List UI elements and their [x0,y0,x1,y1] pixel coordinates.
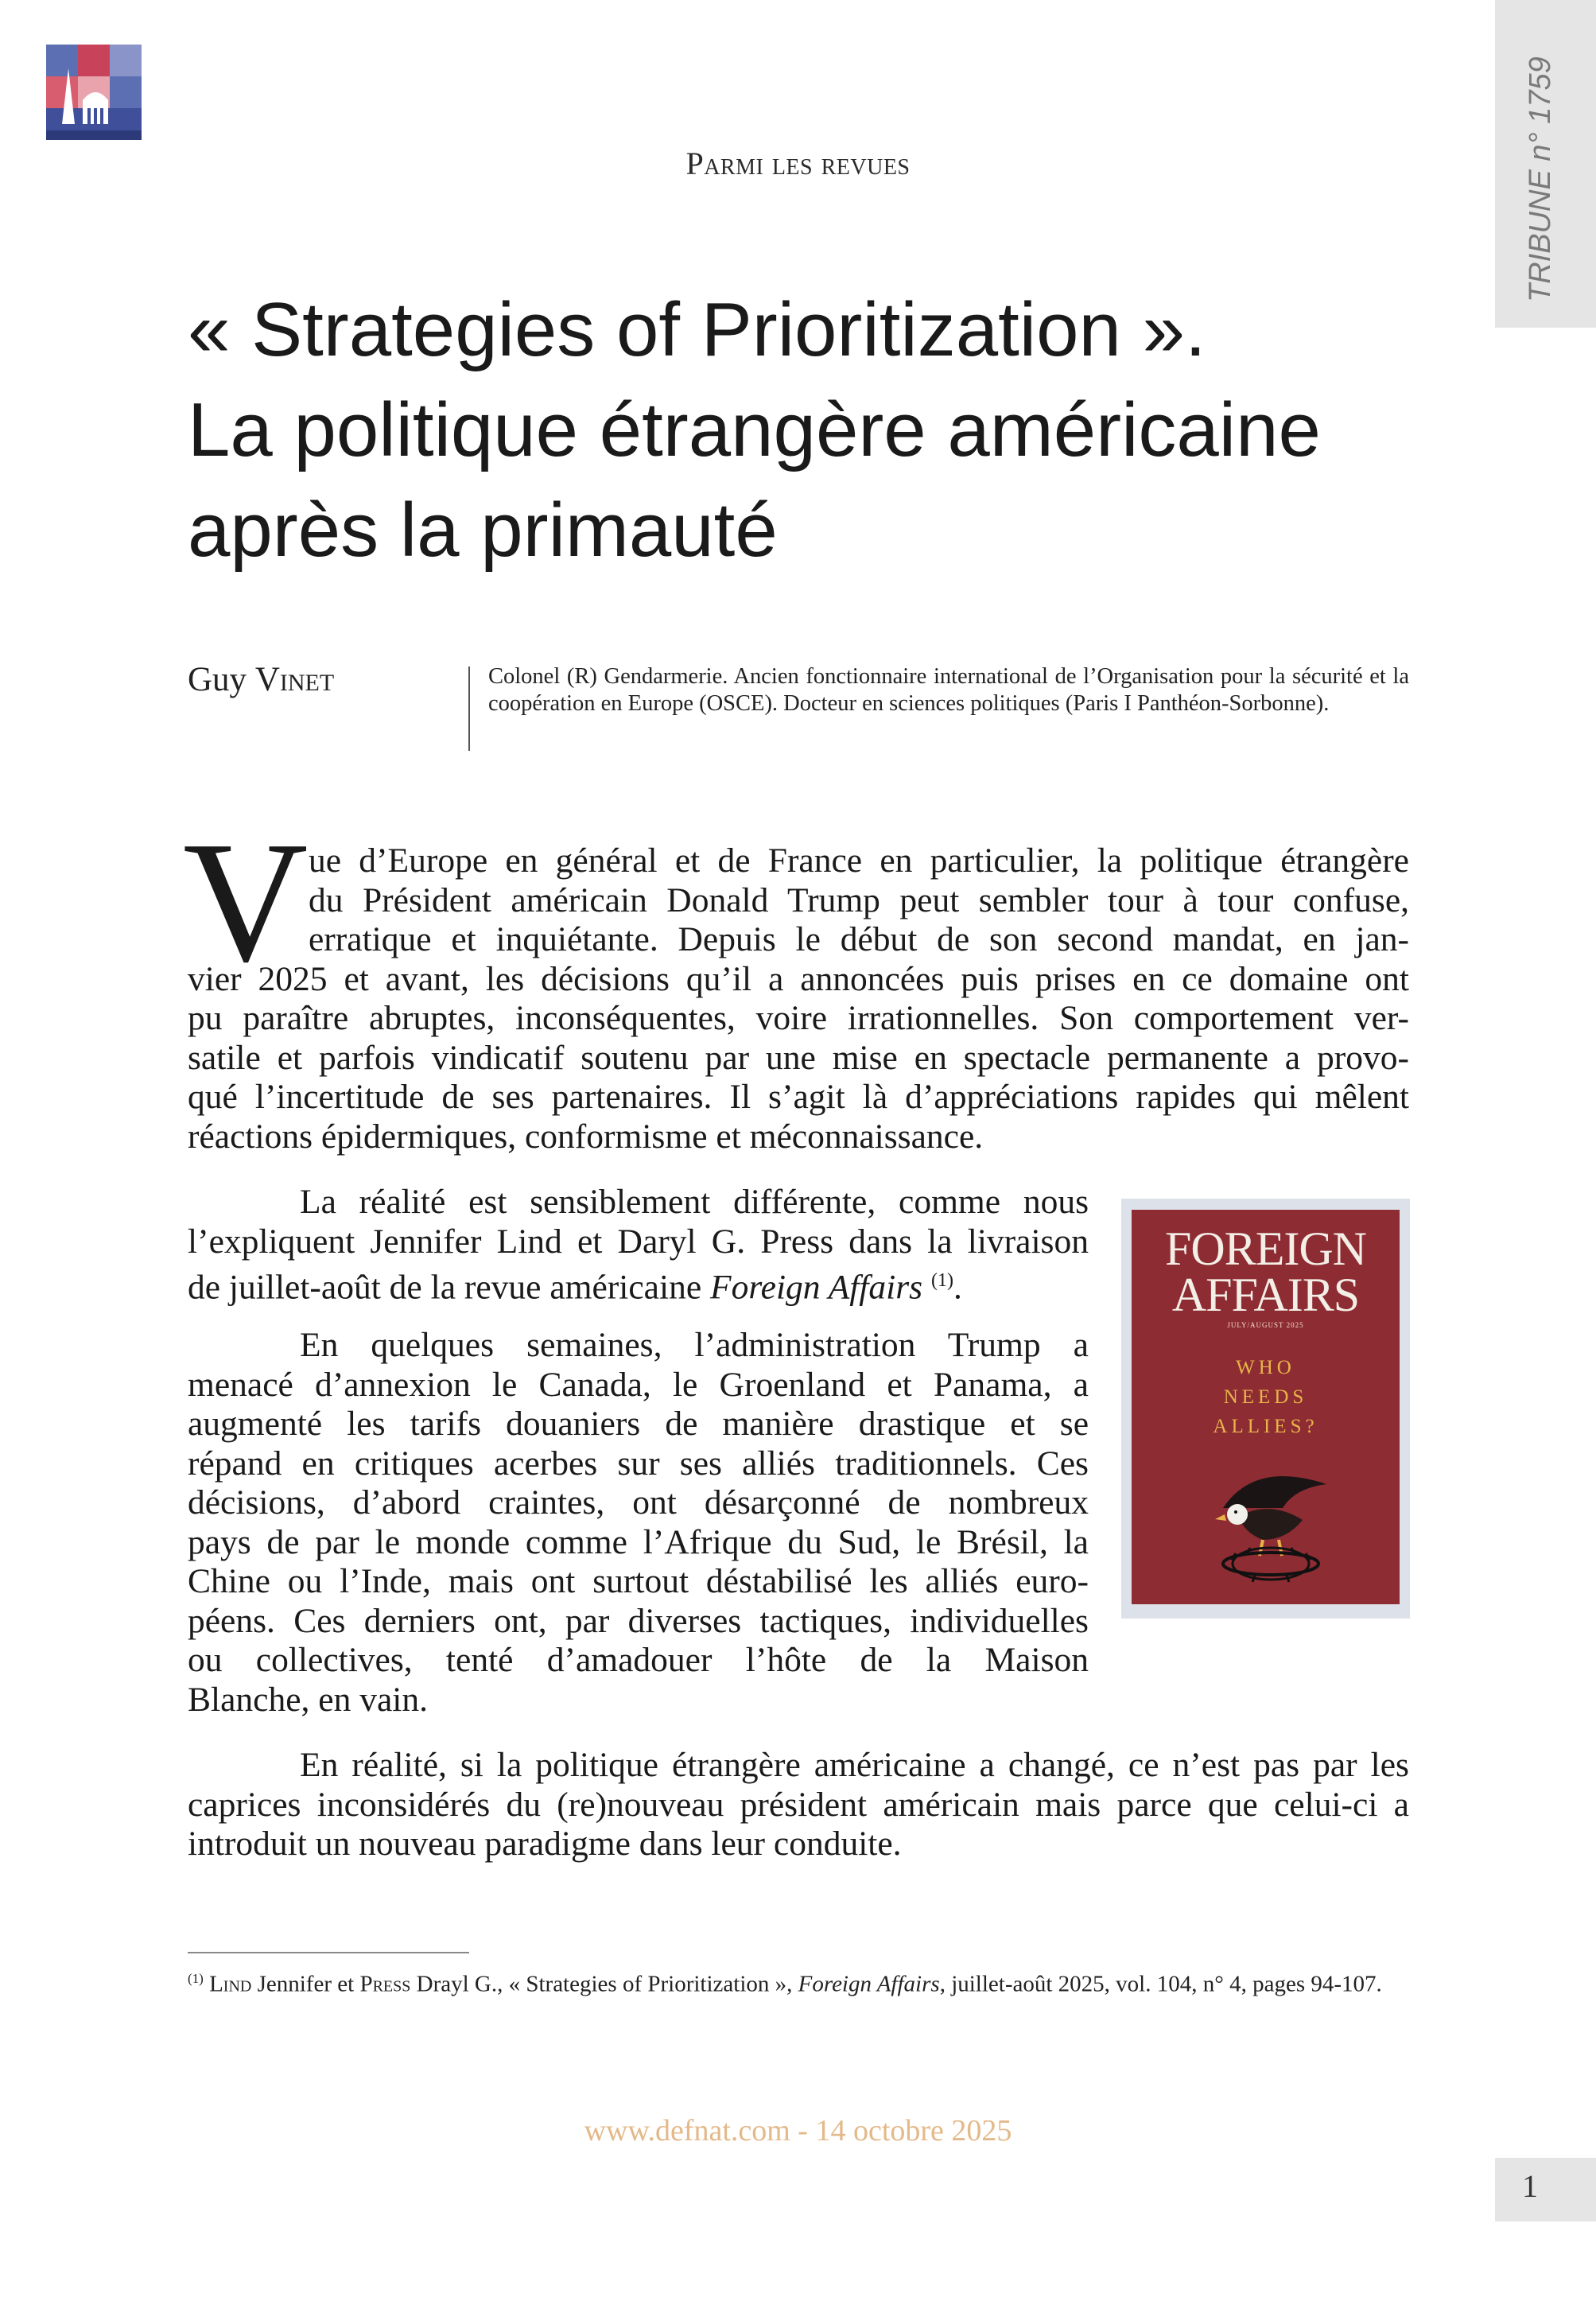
p3-line: ou collectives, tenté d’amadouer l’hôte de la Maison [188,1641,1089,1679]
eagle-barbed-wire-icon [1207,1452,1334,1588]
p3-line: En quelques semaines, l’administration Trump a [300,1326,1089,1364]
tribune-number: TRIBUNE n° 1759 [1524,56,1557,302]
paragraph-3 [188,1326,1089,1720]
p2-line: La réalité est sensiblement différente, comme nous [300,1183,1089,1221]
footnote-ref[interactable]: (1) [930,1270,953,1291]
p1-line: vier 2025 et avant, les décisions qu’il a annoncées puis prises en ce domaine ont [188,959,1409,998]
section-label: Parmi les revues [685,146,911,181]
title-line-1: « Strategies of Prioritization ». [188,287,1206,372]
p3-line: augmenté les tarifs douaniers de manière drastique et se [188,1405,1089,1443]
paragraph-1 [309,841,1409,960]
p1-line: qué l’incertitude de ses partenaires. Il s’agit là d’appréciations rapides qui mêlent [188,1078,1409,1116]
p3-line: répand en critiques acerbes sur ses alliés traditionnels. Ces [188,1444,1089,1483]
p1-line: du Président américain Donald Trump peut sembler tour à tour confuse, [309,880,1409,919]
p1-line: erratique et inquiétante. Depuis le début de son second mandat, en jan- [309,920,1409,958]
article-title [188,280,1428,581]
paragraph-1-cont [188,960,1409,1157]
page-number-tab [1495,2158,1596,2221]
drop-cap: V [183,807,309,998]
revue-defense-nationale-logo [46,45,142,140]
bio-divider [468,667,470,751]
p1-line: ue d’Europe en général et de France en particulier, la politique étrangère [309,841,1409,880]
title-line-3: après la primauté [188,488,778,573]
page-number: 1 [1522,2168,1538,2204]
magazine-cover-image [1121,1199,1410,1619]
footer-url-date[interactable]: www.defnat.com - 14 octobre 2025 [584,2114,1012,2147]
footnote: $^{(1)}$ Lind Jennifer et Press Drayl G., « Strategies of Prioritization », Foreign Affairs, juillet-août 2025, vol. 104, n° 4, pages 94-107. [188,1971,1382,1997]
author-name: Guy Vinet [188,661,335,698]
cover-date: JULY/AUGUST 2025 [1227,1321,1304,1329]
journal-name: Foreign Affairs [710,1268,923,1307]
footnote-marker: (1) [188,1971,204,1986]
p1-line: réactions épidermiques, conformisme et méconnaissance. [188,1117,984,1156]
cover-title: FOREIGN AFFAIRS [1164,1222,1366,1321]
p1-line: satile et parfois vindicatif soutenu par une mise en spectacle permanente a provo- [188,1038,1409,1077]
footnote-rule [188,1952,469,1953]
p4-line: introduit un nouveau paradigme dans leur conduite. [188,1825,902,1863]
paragraph-4 [188,1746,1409,1864]
p3-line: pays de par le monde comme l’Afrique du Sud, le Brésil, la [188,1522,1089,1561]
cover-headline: WHO NEEDS ALLIES? [1213,1357,1318,1437]
author-bio: Colonel (R) Gendarmerie. Ancien fonctionnaire international de l’Organisation pour la sécurité et la coopération en Europe (OSCE). Docteur en sciences politiques (Paris I Panthéon-Sorbonne). [488,664,1409,716]
p3-line: Blanche, en vain. [188,1680,428,1719]
p3-line: menacé d’annexion le Canada, le Groenland et Panama, a [188,1365,1089,1404]
p2-line: l’expliquent Jennifer Lind et Daryl G. Press dans la livraison [188,1222,1089,1261]
p3-line: péens. Ces derniers ont, par diverses tactiques, individuelles [188,1601,1089,1640]
p1-line: pu paraître abruptes, inconséquentes, voire irrationnelles. Son comportement ver- [188,999,1409,1037]
p4-line: En réalité, si la politique étrangère américaine a changé, ce n’est pas par les [300,1746,1409,1784]
p3-line: Chine ou l’Inde, mais ont surtout déstabilisé les alliés euro- [188,1562,1089,1600]
p4-line: caprices inconsidérés du (re)nouveau président américain mais parce que celui-ci a [188,1785,1409,1824]
cover-background [1132,1210,1400,1604]
paragraph-2 [188,1183,1089,1308]
p3-line: décisions, d’abord craintes, ont désarçonné de nombreux [188,1483,1089,1522]
p2-line: de juillet-août de la revue américaine Foreign Affairs $^{(1)}$. [188,1268,962,1307]
title-line-2: La politique étrangère américaine [188,387,1321,472]
